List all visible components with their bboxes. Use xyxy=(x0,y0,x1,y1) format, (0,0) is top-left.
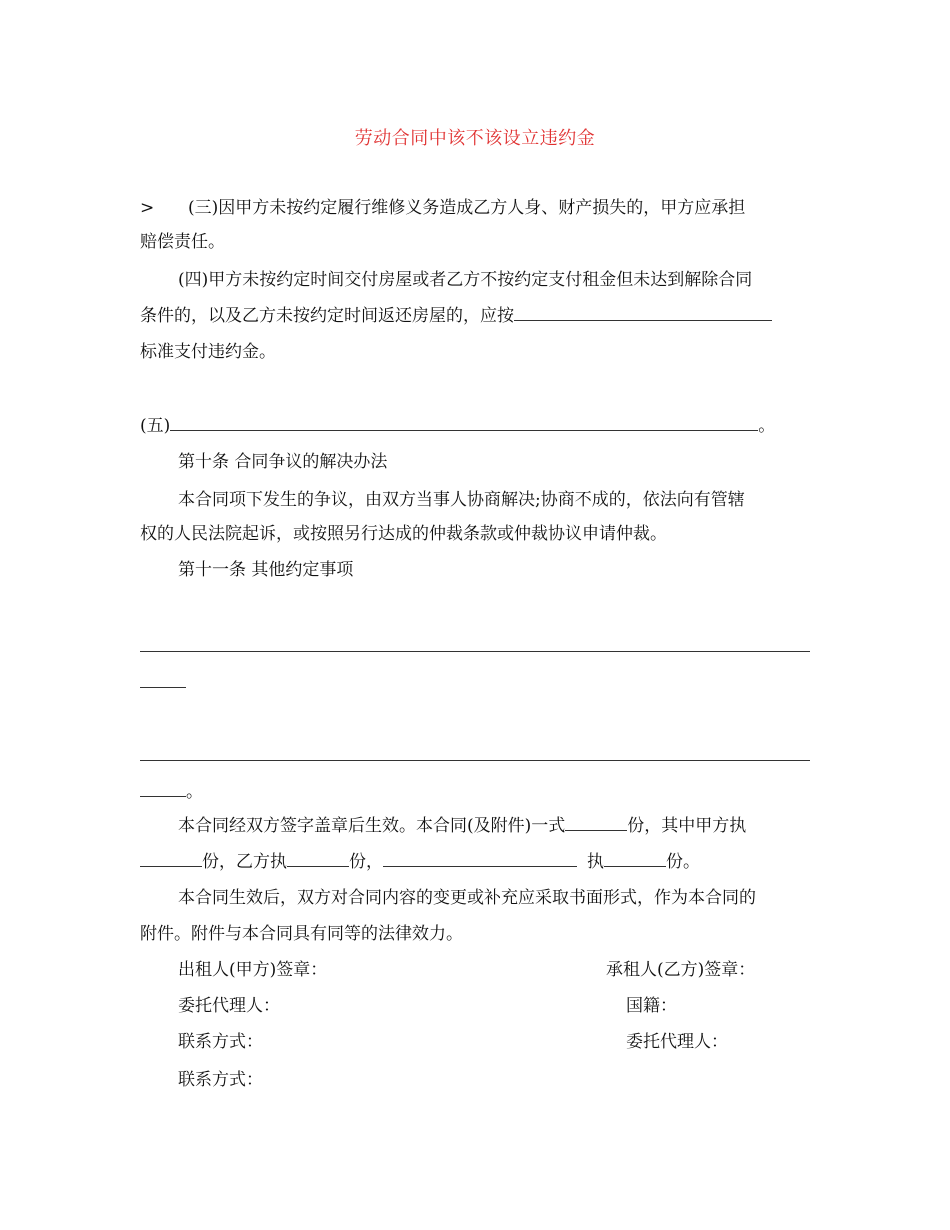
article-11-heading: 第十一条 其他约定事项 xyxy=(178,560,354,580)
clause-3-line-1: (三)因甲方未按约定履行维修义务造成乙方人身、财产损失的，甲方应承担 xyxy=(188,198,746,218)
effect-line-2 xyxy=(140,850,700,874)
lessor-contact-label: 联系方式： xyxy=(178,1032,263,1052)
copies-party-b-blank[interactable] xyxy=(287,852,349,867)
other-holder-blank[interactable] xyxy=(383,852,577,867)
effect-line-2-text-b: 份， xyxy=(349,852,383,872)
article-10-heading: 第十条 合同争议的解决办法 xyxy=(178,452,388,472)
page-title: 劳动合同中该不该设立违约金 xyxy=(354,128,596,149)
copies-party-a-blank[interactable] xyxy=(140,852,202,867)
effect-line-2-text-d: 份。 xyxy=(666,852,700,872)
effect-line-1-text-a: 本合同经双方签字盖章后生效。本合同(及附件)一式 xyxy=(178,816,566,836)
lessor-agent-label: 委托代理人： xyxy=(178,996,280,1016)
lessor-contact-2-label: 联系方式： xyxy=(178,1070,263,1090)
change-line-2: 附件。附件与本合同具有同等的法律效力。 xyxy=(140,924,463,944)
lessee-signature-label: 承租人(乙方)签章： xyxy=(606,960,756,980)
other-terms-rule-1[interactable] xyxy=(140,651,810,652)
article-10-line-2: 权的人民法院起诉，或按照另行达成的仲裁条款或仲裁协议申请仲裁。 xyxy=(140,524,667,544)
clause-4-line-1: (四)甲方未按约定时间交付房屋或者乙方不按约定支付租金但未达到解除合同 xyxy=(178,270,753,290)
effect-line-1 xyxy=(178,814,746,838)
other-terms-end: 。 xyxy=(186,782,203,802)
lessee-nationality-label: 国籍： xyxy=(626,996,677,1016)
other-terms-rule-2-tail[interactable] xyxy=(140,782,186,797)
change-line-1: 本合同生效后，双方对合同内容的变更或补充应采取书面形式，作为本合同的 xyxy=(178,888,756,908)
penalty-standard-blank[interactable] xyxy=(514,306,772,321)
clause-5-label: (五) xyxy=(140,416,171,436)
effect-line-2-text-a: 份，乙方执 xyxy=(202,852,287,872)
clause-5-blank[interactable] xyxy=(170,416,758,431)
lessee-agent-label: 委托代理人： xyxy=(626,1032,728,1052)
other-terms-rule-2[interactable] xyxy=(140,760,810,761)
copies-total-blank[interactable] xyxy=(565,816,627,831)
article-10-line-1: 本合同项下发生的争议，由双方当事人协商解决;协商不成的，依法向有管辖 xyxy=(178,490,745,510)
other-terms-rule-2-end xyxy=(140,780,203,804)
effect-line-2-text-c: 执 xyxy=(587,852,604,872)
clause-4-line-2 xyxy=(140,304,772,328)
copies-other-blank[interactable] xyxy=(604,852,666,867)
clause-3-line-2: 赔偿责任。 xyxy=(140,232,225,252)
other-terms-rule-1-tail[interactable] xyxy=(140,687,186,688)
clause-5-end: 。 xyxy=(758,416,776,436)
clause-4-line-2-text: 条件的，以及乙方未按约定时间返还房屋的，应按 xyxy=(140,306,514,326)
clause-5-line xyxy=(140,414,775,438)
effect-line-1-text-b: 份，其中甲方执 xyxy=(627,816,747,836)
clause-4-line-3: 标准支付违约金。 xyxy=(140,342,276,362)
bullet-marker: > xyxy=(140,198,155,218)
lessor-signature-label: 出租人(甲方)签章： xyxy=(178,960,328,980)
